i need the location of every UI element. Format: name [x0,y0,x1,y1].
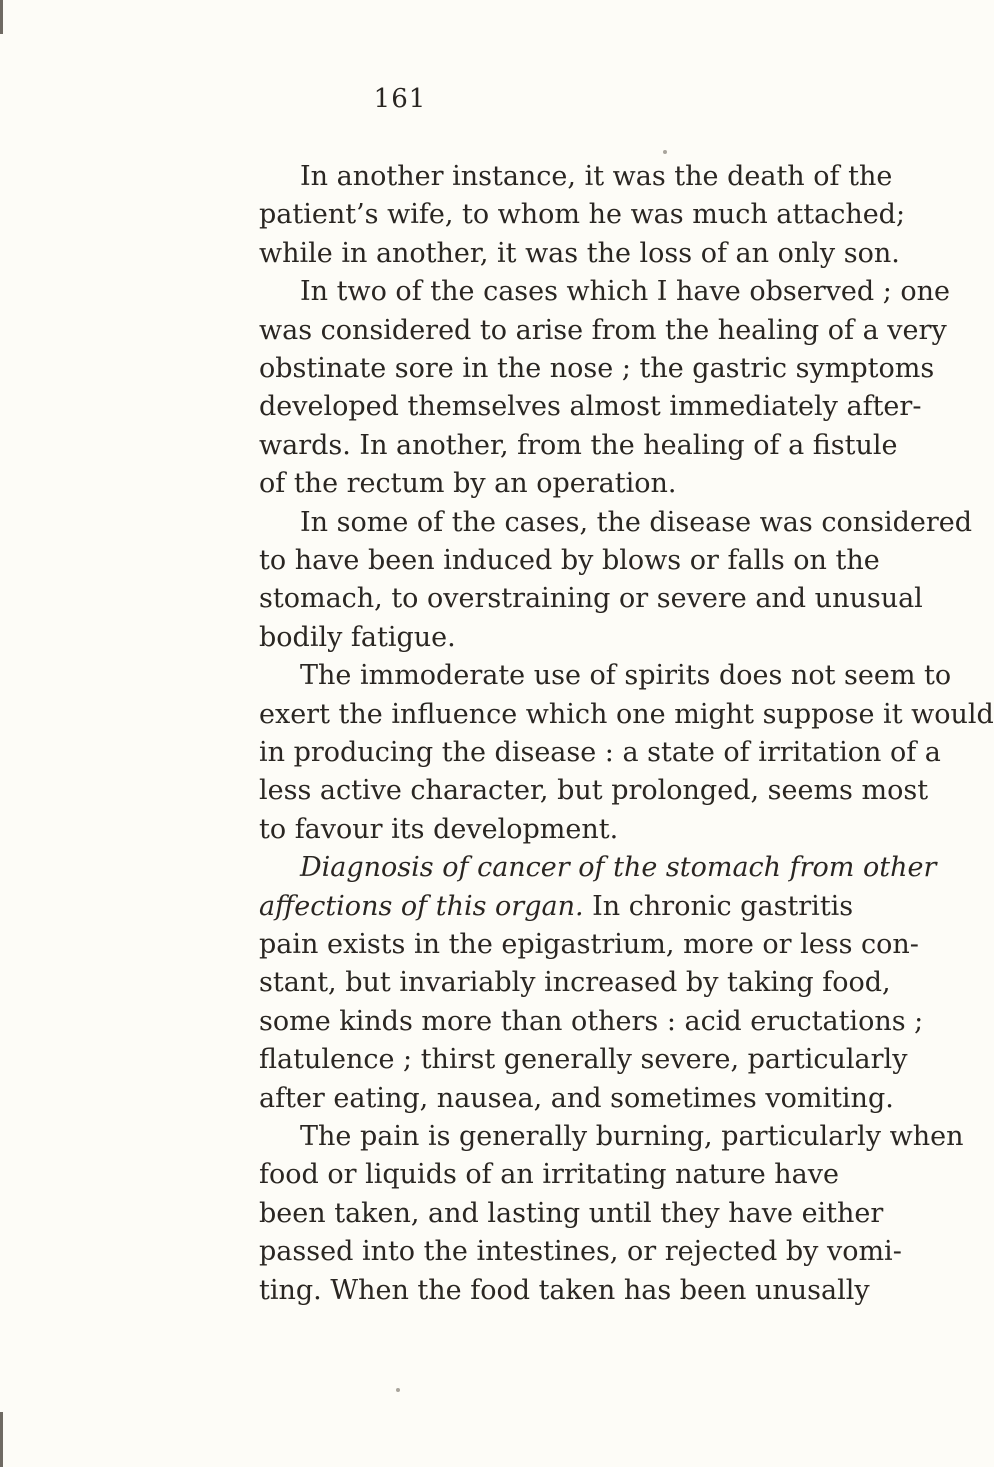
line-text: The immoderate use of spirits does not seem to [300,660,952,692]
text-line [259,1197,884,1231]
text-line [259,1043,908,1077]
text-line [300,659,952,693]
text-line [259,928,919,962]
text-line [300,275,951,309]
text-line [259,1082,894,1116]
italic-heading: affections of this organ. [259,890,584,922]
line-text: some kinds more than others : acid eructations ; [259,1005,924,1037]
italic-heading: Diagnosis of cancer of the stomach from other [300,852,937,884]
line-text: developed themselves almost immediately after- [259,391,922,423]
line-text: food or liquids of an irritating nature have [259,1159,839,1191]
text-line [300,1120,964,1154]
line-text: exert the influence which one might suppose it would [259,698,994,730]
line-text: patient’s wife, to whom he was much attached; [259,199,906,231]
line-text: The pain is generally burning, particularly when [300,1121,964,1152]
speck-mark [663,150,667,154]
line-text: In another instance, it was the death of the [300,161,893,192]
speck-mark [396,1388,400,1392]
line-text: to have been induced by blows or falls on the [259,545,880,576]
text-line [259,1005,924,1039]
text-line [259,774,929,808]
line-text: less active character, but prolonged, seems most [259,775,929,807]
line-text: was considered to arise from the healing of a very [259,314,947,346]
text-line [259,390,922,424]
text-line [259,621,742,655]
line-text: In some of the cases, the disease was considered [300,506,973,538]
line-text: in producing the disease : a state of irritation of a [259,737,941,768]
text-line [300,506,973,540]
text-line [259,429,898,463]
text-line [259,314,947,348]
page-edge-mark-top [0,0,3,34]
line-text: pain exists in the epigastrium, more or less con- [259,929,919,960]
text-line [259,1274,870,1308]
text-line [300,851,937,885]
page-number: 161 [373,84,427,114]
text-line [259,582,923,616]
text-line [259,698,994,732]
text-line [259,544,880,578]
line-text: In chronic gastritis [583,890,854,922]
text-line [259,352,935,386]
text-line [259,467,742,501]
text-line [259,890,854,924]
page-edge-mark-bottom [0,1412,3,1467]
line-text: stomach, to overstraining or severe and unusual [259,583,923,615]
text-line [259,198,906,232]
line-text: wards. In another, from the healing of a fistule [259,429,898,461]
line-text: been taken, and lasting until they have either [259,1197,884,1229]
line-text: to favour its development. [259,813,619,845]
text-line [259,1158,839,1192]
line-text: flatulence ; thirst generally severe, particularly [259,1044,908,1076]
line-text: ting. When the food taken has been unusally [259,1274,870,1306]
text-line [300,160,893,194]
line-text: after eating, nausea, and sometimes vomiting. [259,1082,894,1114]
text-line [259,1235,902,1269]
line-text: bodily fatigue. [259,621,456,653]
line-text: obstinate sore in the nose ; the gastric symptoms [259,353,935,384]
line-text: In two of the cases which I have observed ; one [300,276,951,308]
text-line [259,237,900,271]
line-text: while in another, it was the loss of an only son. [259,237,900,269]
line-text: stant, but invariably increased by taking food, [259,967,891,999]
text-line [259,966,891,1000]
text-line [259,736,941,770]
line-text: of the rectum by an operation. [259,468,677,500]
text-line [259,813,742,847]
line-text: passed into the intestines, or rejected by vomi- [259,1236,902,1268]
